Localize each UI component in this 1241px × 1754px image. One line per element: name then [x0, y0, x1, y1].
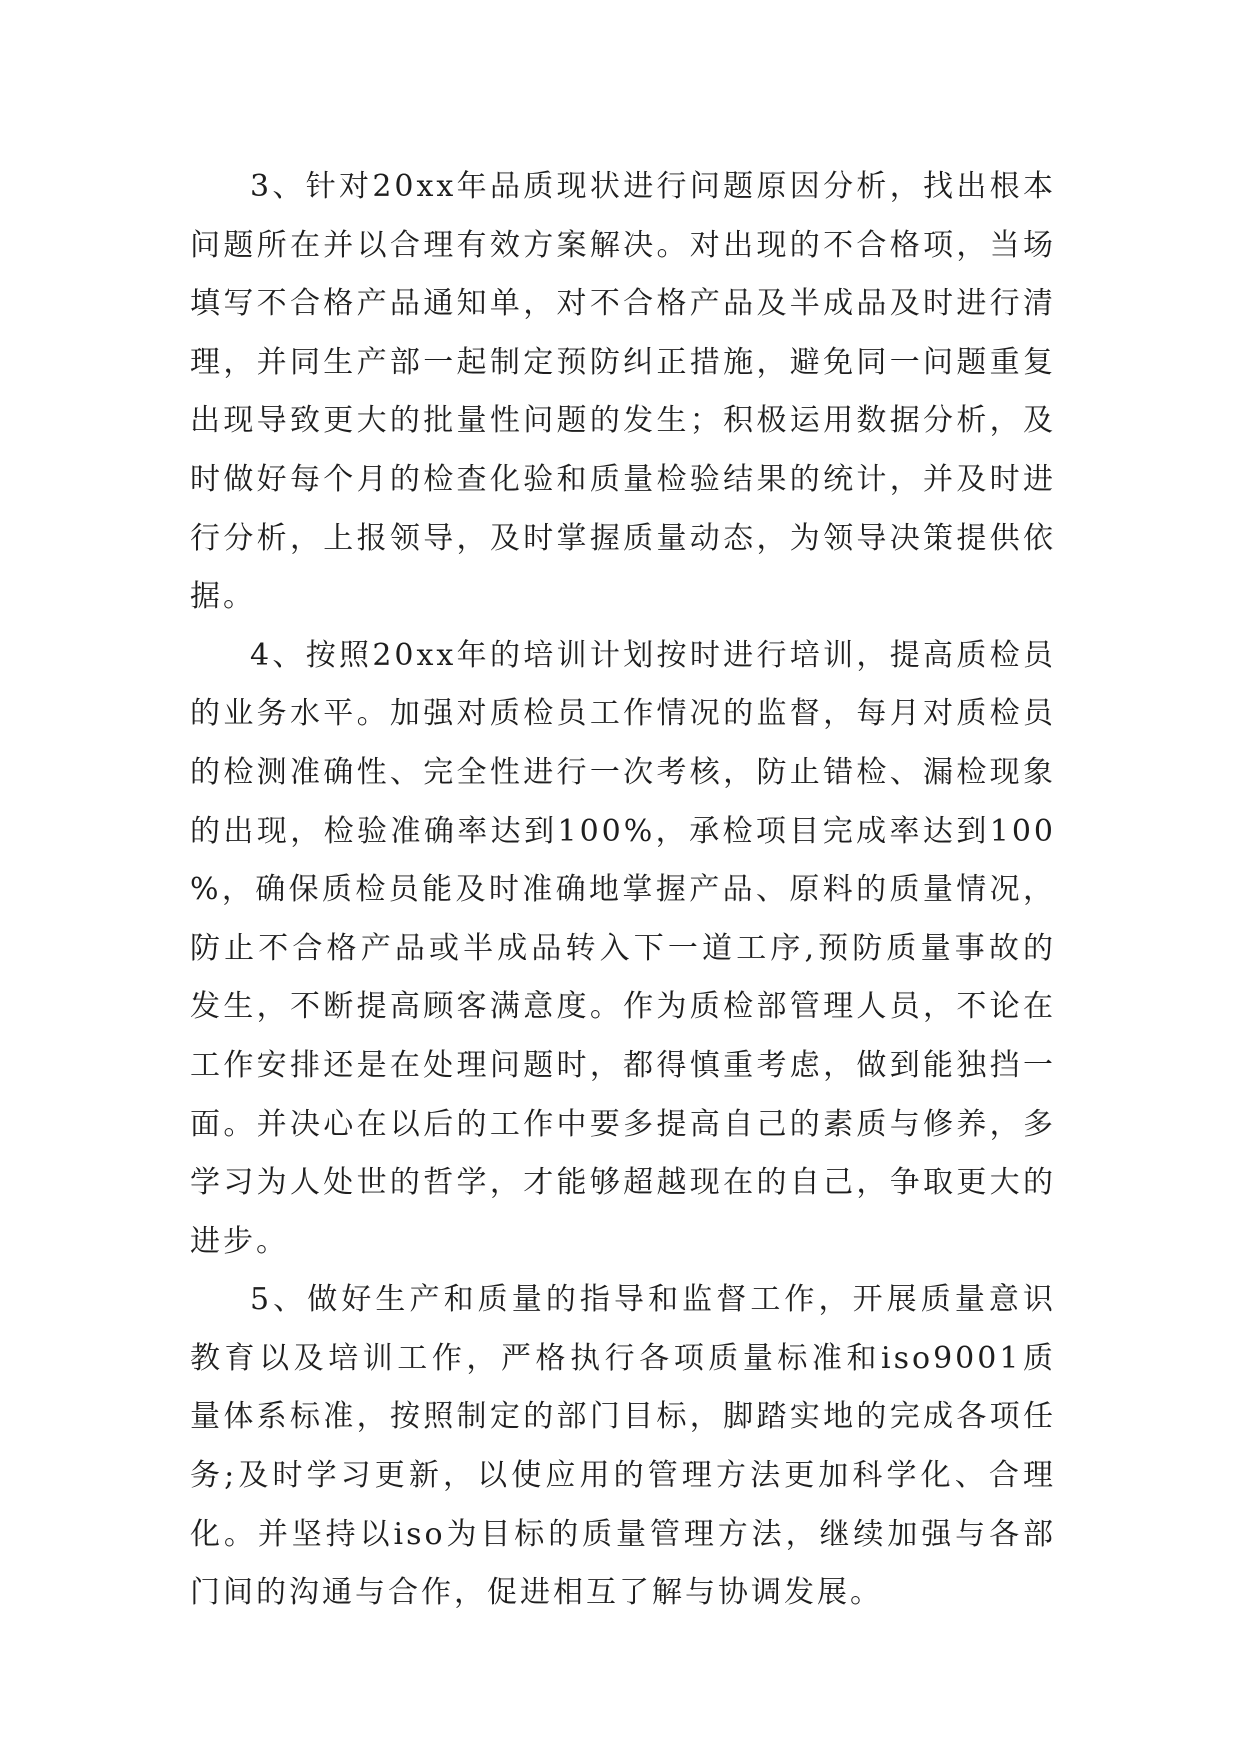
paragraph-item-5: 5、做好生产和质量的指导和监督工作，开展质量意识教育以及培训工作，严格执行各项质量标准和iso9001质量体系标准，按照制定的部门目标，脚踏实地的完成各项任务;及时学习更新，以使应用的管理方法更加科学化、合理化。并坚持以iso为目标的质量管理方法，继续加强与各部门间的沟通与合作，促进相互了解与协调发展。 [190, 1282, 1056, 1611]
paragraph-item-4: 4、按照20xx年的培训计划按时进行培训，提高质检员的业务水平。加强对质检员工作情况的监督，每月对质检员的检测准确性、完全性进行一次考核，防止错检、漏检现象的出现，检验准确率达到100%，承检项目完成率达到100%，确保质检员能及时准确地掌握产品、原料的质量情况，防止不合格产品或半成品转入下一道工序,预防质量事故的发生，不断提高顾客满意度。作为质检部管理人员，不论在工作安排还是在处理问题时，都得慎重考虑，做到能独挡一面。并决心在以后的工作中要多提高自己的素质与修养，多学习为人处世的哲学，才能够超越现在的自己，争取更大的进步。 [190, 637, 1056, 1259]
paragraph-item-3: 3、针对20xx年品质现状进行问题原因分析，找出根本问题所在并以合理有效方案解决。对出现的不合格项，当场填写不合格产品通知单，对不合格产品及半成品及时进行清理，并同生产部一起制定预防纠正措施，避免同一问题重复出现导致更大的批量性问题的发生；积极运用数据分析，及时做好每个月的检查化验和质量检验结果的统计，并及时进行分析，上报领导，及时掌握质量动态，为领导决策提供依据。 [190, 169, 1056, 615]
document-body [190, 158, 1056, 1623]
